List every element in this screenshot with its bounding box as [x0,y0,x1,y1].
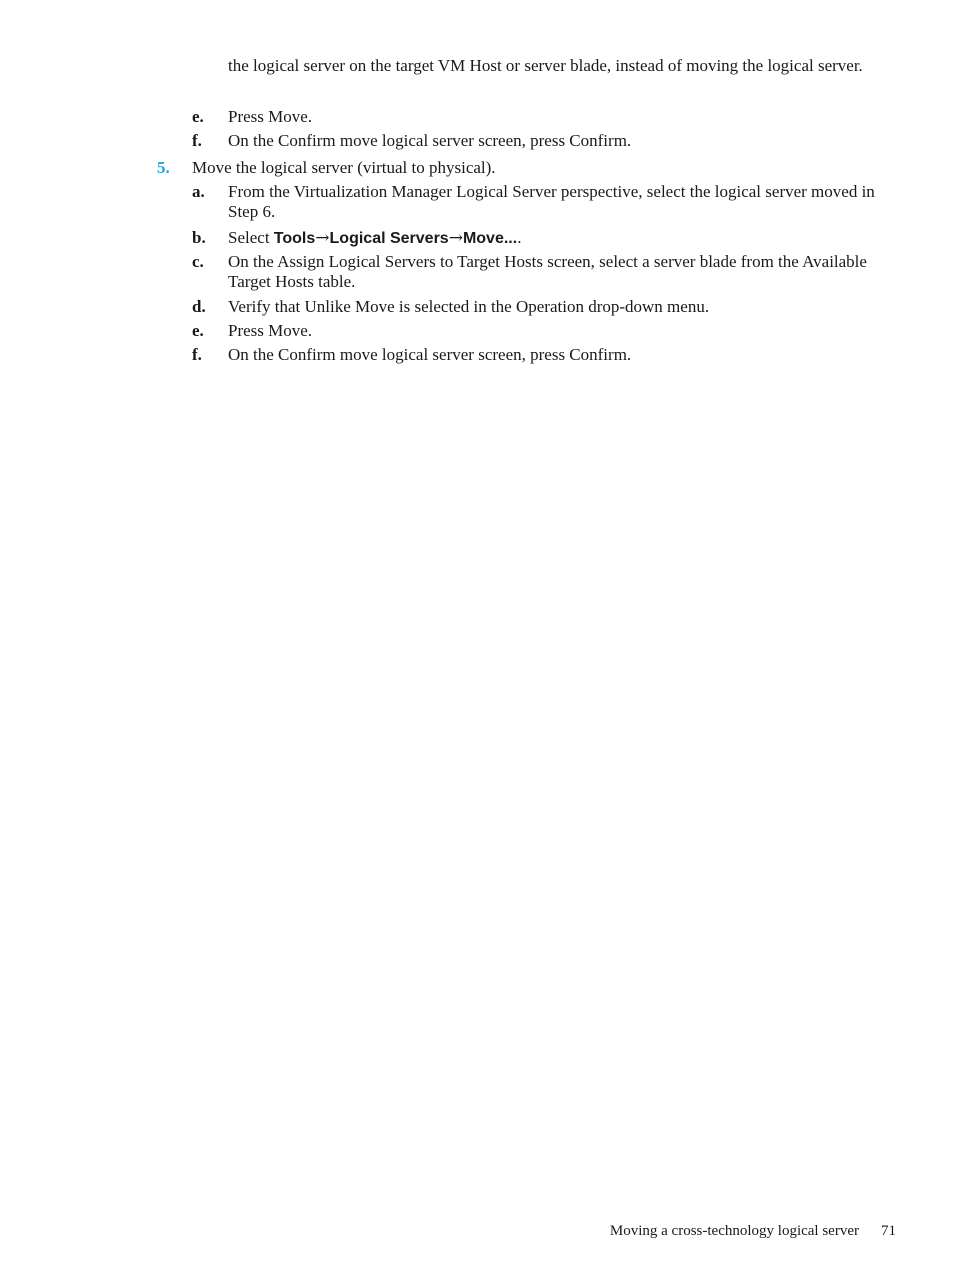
substep-letter: d. [192,297,206,316]
step-number: 5. [157,158,170,177]
substep-letter: a. [192,182,205,201]
substep-letter: c. [192,252,204,271]
menu-logical-servers: Logical Servers [329,230,449,247]
substep-text: Press Move. [228,107,313,126]
substep-text: Press Move. [228,321,313,340]
substep-text: On the Confirm move logical server screen, press Confirm. [228,131,632,150]
step-text: Move the logical server (virtual to physical). [192,158,496,177]
menu-arrow-icon: → [315,228,330,248]
page-number: 71 [881,1223,896,1239]
menu-arrow-icon: → [448,228,463,248]
substep-text: From the Virtualization Manager Logical Server perspective, select the logical server moved in Step 6. [228,182,875,221]
substep-letter: f. [192,131,202,150]
substep-letter: e. [192,107,204,126]
footer-title: Moving a cross-technology logical server [609,1223,859,1239]
page-footer [560,1221,896,1241]
menu-tools: Tools [273,230,316,247]
select-prefix: Select [228,228,274,247]
substep-letter: b. [192,228,206,247]
select-suffix: . [517,228,522,247]
substep-letter: e. [192,321,204,340]
substep-letter: f. [192,345,202,364]
substep-text: Verify that Unlike Move is selected in the Operation drop-down menu. [228,297,710,316]
menu-move: Move... [462,230,518,247]
continuation-paragraph: the logical server on the target VM Host or server blade, instead of moving the logical server. [228,56,863,75]
substep-text: On the Confirm move logical server screen, press Confirm. [228,345,632,364]
substep-text [228,228,908,249]
substep-text: On the Assign Logical Servers to Target Hosts screen, select a server blade from the Available Target Hosts table. [228,252,867,291]
